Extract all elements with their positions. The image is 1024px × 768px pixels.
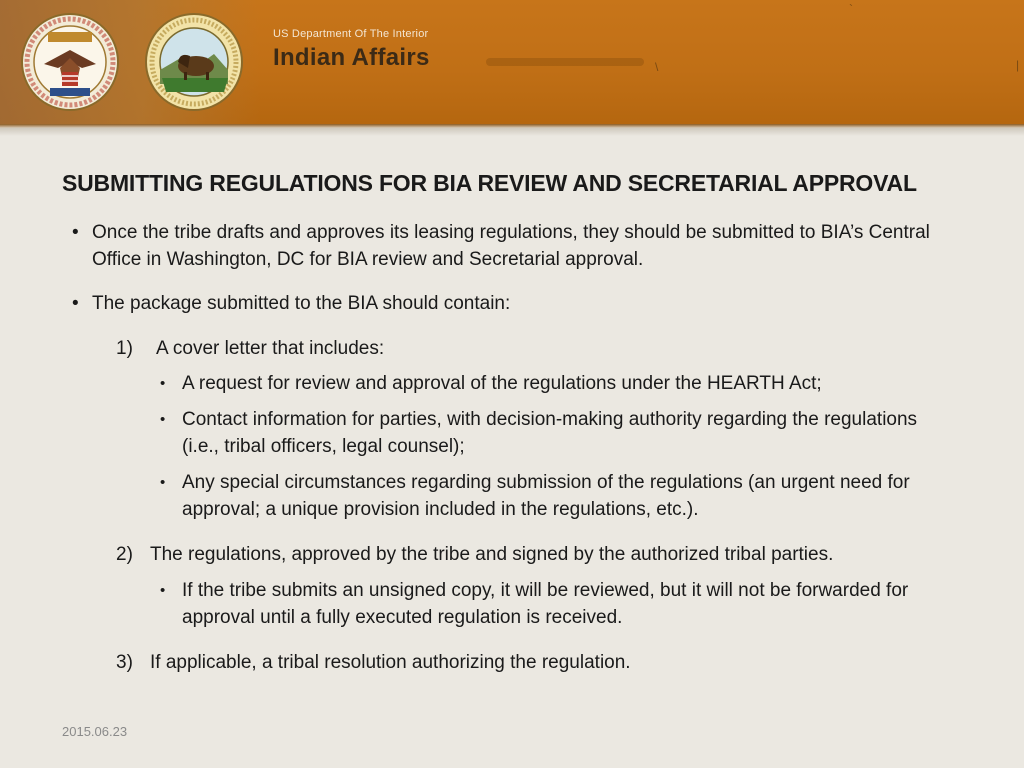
bullet-text: The package submitted to the BIA should contain:: [92, 293, 511, 314]
header-banner: [0, 0, 1024, 128]
numbered-item: [116, 541, 946, 568]
item-number: 3): [116, 652, 133, 673]
sub-bullet-item: [160, 370, 950, 397]
sub-bullet-item: [160, 469, 950, 523]
bullet-text: Once the tribe drafts and approves its leasing regulations, they should be submitted to BIA’s Central Office in Washington, DC for BIA review and Secretarial approval.: [92, 222, 930, 270]
bullet-marker: •: [72, 222, 79, 243]
agency-branding: [273, 28, 430, 72]
item-text: A cover letter that includes:: [156, 338, 385, 359]
banner-shadow: [0, 128, 1024, 136]
banner-mark: |: [1016, 58, 1020, 72]
item-number: 2): [116, 544, 133, 565]
banner-smudge: [486, 58, 644, 66]
bureau-of-indian-affairs-seal: [20, 12, 120, 112]
bullet-marker: •: [72, 293, 79, 314]
bullet-marker: •: [160, 582, 166, 599]
bullet-marker: •: [160, 474, 166, 491]
bullet-item: [72, 290, 952, 317]
item-number: 1): [116, 338, 133, 359]
bullet-marker: •: [160, 411, 166, 428]
department-label: US Department Of The Interior: [273, 28, 429, 40]
sub-bullet-text: A request for review and approval of the regulations under the HEARTH Act;: [182, 373, 822, 394]
numbered-item: [116, 649, 946, 676]
item-text: If applicable, a tribal resolution authorizing the regulation.: [150, 652, 631, 673]
numbered-item: [116, 335, 946, 362]
item-text: The regulations, approved by the tribe and signed by the authorized tribal parties.: [150, 544, 834, 565]
bullet-marker: •: [160, 375, 166, 392]
sub-bullet-text: Contact information for parties, with decision-making authority regarding the regulations (i.e., tribal officers, legal counsel);: [182, 409, 918, 457]
banner-mark: \: [655, 60, 659, 74]
bullet-item: [72, 219, 952, 273]
sub-bullet-text: Any special circumstances regarding submission of the regulations (an urgent need for approval; a unique provision included in the regulations, etc.).: [182, 472, 910, 520]
sub-bullet-item: [160, 577, 950, 631]
banner-mark: `: [849, 2, 853, 16]
department-of-the-interior-seal: [144, 12, 244, 112]
sub-bullet-text: If the tribe submits an unsigned copy, it will be reviewed, but it will not be forwarded for approval until a fully executed regulation is received.: [182, 580, 909, 628]
slide-title: SUBMITTING REGULATIONS FOR BIA REVIEW AND SECRETARIAL APPROVAL: [62, 170, 917, 196]
slide-date: 2015.06.23: [62, 724, 128, 739]
sub-bullet-item: [160, 406, 950, 460]
agency-name: Indian Affairs: [273, 44, 430, 71]
